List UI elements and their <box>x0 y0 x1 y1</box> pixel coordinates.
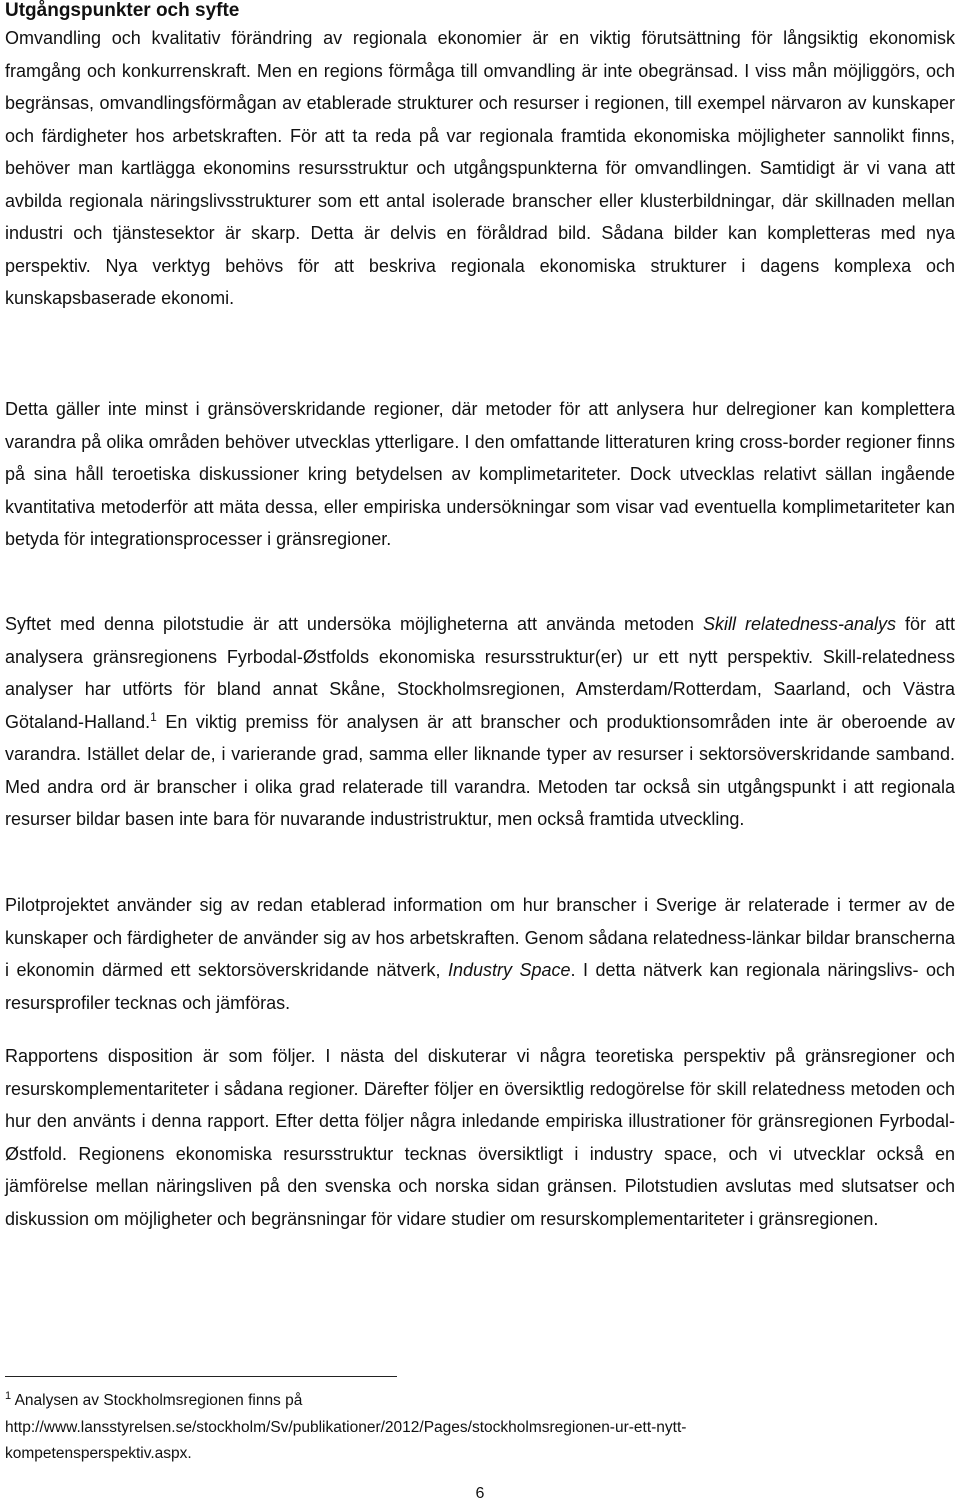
footnote-url-line-2[interactable]: kompetensperspektiv.aspx. <box>5 1445 192 1462</box>
paragraph-4-text-c: . I detta nätverk kan regionala näringslivs- och resursprofiler tecknas och jämföras. <box>5 960 956 1013</box>
footnote-line-1 <box>5 1388 945 1415</box>
footnote <box>5 1388 945 1468</box>
paragraph-1: Omvandling och kvalitativ förändring av regionala ekonomier är en viktig förutsättning för långsiktig ekonomisk framgång och konkurrenskraft. Men en regions förmåga till omvandling är inte obegränsad. I viss mån möjliggörs, och begränsas, omvandlingsförmågan av etablerade strukturer och resurser i regionen, till exempel närvaron av kunskaper och färdigheter hos arbetskraften. För att ta reda på var regionala framtida ekonomiska möjligheter sannolikt finns, behöver man kartlägga ekonomins resursstruktur och utgångspunkterna för omvandlingen. Samtidigt är vi vana att avbilda regionala näringslivsstrukturer som ett antal isolerade branscher eller klusterbildningar, där skillnaden mellan industri och tjänstesektor är skarp. Detta är delvis en föråldrad bild. Sådana bilder kan kompletteras med nya perspektiv. Nya verktyg behövs för att beskriva regionala ekonomiska strukturer i dagens komplexa och kunskapsbaserade ekonomi. <box>5 28 955 308</box>
page-number: 6 <box>475 1485 485 1502</box>
section-heading: Utgångspunkter och syfte <box>5 0 240 21</box>
method-name-italic: Skill relatedness-analys <box>703 614 897 634</box>
paragraph-3-text-d: En viktig premiss för analysen är att branscher och produktionsområden inte är oberoende av varandra. Istället delar de, i varierande grad, samma eller liknande typer av resurser i sektorsöverskridande samband. Med andra ord är branscher i olika grad relaterade till varandra. Metoden tar också sin utgångspunkt i att regionala resurser bildar basen inte bara för nuvarande industristruktur, men också framtida utveckling. <box>5 711 955 829</box>
footnote-text: Analysen av Stockholmsregionen finns på <box>11 1392 303 1409</box>
footnote-marker: 1 <box>5 1389 12 1402</box>
paragraph-3-text-c: för att analysera gränsregionens Fyrbodal-Østfolds ekonomiska resursstruktur(er) ur ett nytt perspektiv. Skill-relatedness analyser har utförts för bland annat Skåne, Stockholmsregionen, Amsterdam/Rotterdam, Saarland, och Västra Götaland-Halland. <box>5 614 956 732</box>
footnote-reference: 1 <box>150 709 157 724</box>
paragraph-2: Detta gäller inte minst i gränsöverskridande regioner, där metoder för att anlysera hur delregioner kan komplettera varandra på olika områden behöver utvecklas ytterligare. I den omfattande litteraturen kring cross-border regioner finns på sina håll teroetiska diskussioner kring betydelsen av komplimetariteter. Dock utvecklas relativt sällan ingående kvantitativa metoderför att mäta dessa, eller empiriska undersökningar som visar vad eventuella komplimetariteter kan betyda för integrationsprocesser i gränsregioner. <box>5 399 955 549</box>
paragraph-5: Rapportens disposition är som följer. I nästa del diskuterar vi några teoretiska perspektiv på gränsregioner och resurskomplementariteter i sådana regioner. Därefter följer en översiktlig redogörelse för skill relatedness metoden och hur den använts i denna rapport. Efter detta följer några inledande empiriska illustrationer för gränsregionen Fyrbodal-Østfold. Regionens ekonomiska resursstruktur tecknas översiktligt i industry space, och vi utvecklar också en jämförelse mellan näringsliven på den svenska och norska sidan gränsen. Pilotstudien avslutas med slutsatser och diskussion om möjligheter och begränsningar för vidare studier om resurskomplementariteter i gränsregionen. <box>5 1046 955 1229</box>
paragraph-3-text-a: Syftet med denna pilotstudie är att undersöka möjligheterna att använda metoden <box>5 614 703 634</box>
footnote-url-line-1[interactable]: http://www.lansstyrelsen.se/stockholm/Sv/publikationer/2012/Pages/stockholmsregionen-ur-ett-nytt- <box>5 1418 687 1436</box>
paragraph-4-text-a: Pilotprojektet använder sig av redan etablerad information om hur branscher i Sverige är relaterade i termer av de kunskaper och färdigheter de använder sig av hos arbetskraften. Genom sådana relatedness-länkar bildar branscherna i ekonomin därmed ett sektorsöverskridande nätverk, <box>5 895 955 980</box>
footnote-divider <box>5 1376 397 1377</box>
industry-space-italic: Industry Space <box>448 960 571 980</box>
paragraph-4 <box>5 889 955 1019</box>
paragraph-3 <box>5 608 955 836</box>
